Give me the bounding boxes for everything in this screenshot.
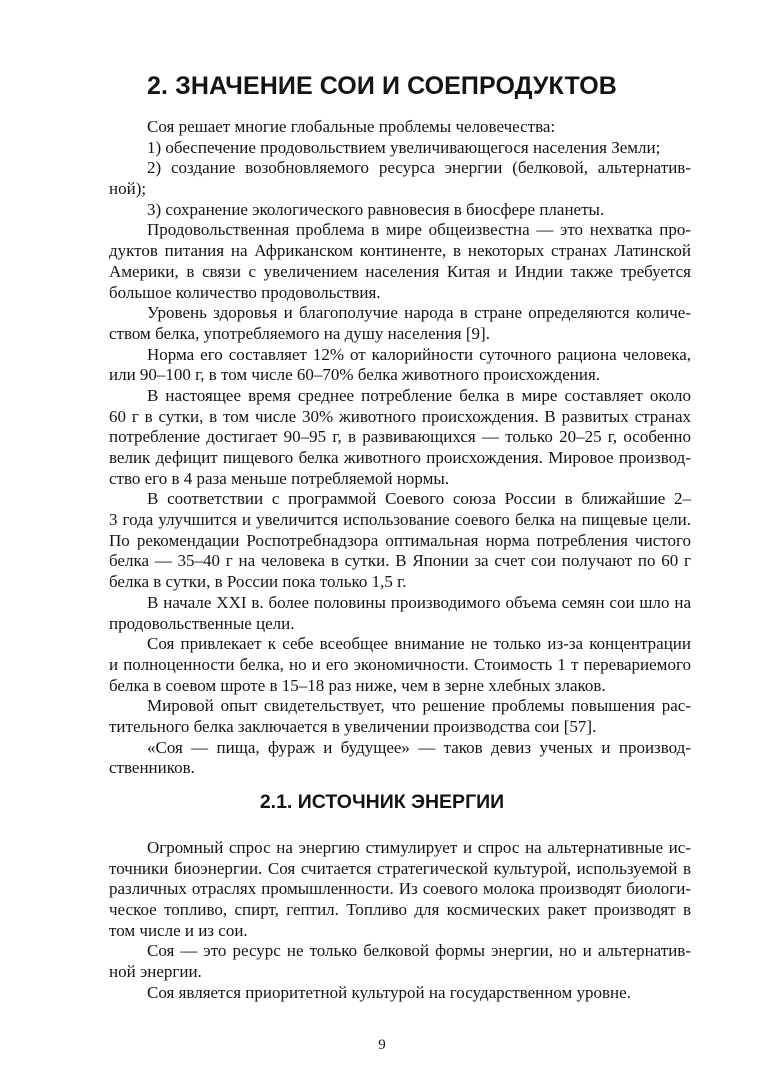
text-line: «Соя — пища, фураж и будущее» — таков девиз ученых и производ- <box>147 737 691 757</box>
paragraph <box>109 200 691 221</box>
page-number: 9 <box>378 1037 386 1053</box>
paragraph <box>109 158 691 199</box>
text-line: ной энергии. <box>109 962 202 982</box>
section-title: 2.1. ИСТОЧНИК ЭНЕРГИИ <box>259 791 505 813</box>
text-line: ство его в 4 раза меньше потребляемой нормы. <box>109 468 450 488</box>
text-line: или 90–100 г, в том числе 60–70% белка животного происхождения. <box>109 365 601 385</box>
text-line: ством белка, употребляемого на душу населения [9]. <box>109 323 490 343</box>
section-body <box>109 838 691 1004</box>
text-line: В начале XXI в. более половины производимого объема семян сои шло на <box>147 592 691 612</box>
text-line: Огромный спрос на энергию стимулирует и спрос на альтернативные ис- <box>147 838 691 857</box>
text-line: 1) обеспечение продовольствием увеличивающегося населения Земли; <box>147 137 661 157</box>
text-line: Америки, в связи с увеличением населения Китая и Индии также требуется <box>109 261 691 281</box>
text-line: 3) сохранение экологического равновесия в биосфере планеты. <box>147 199 605 219</box>
paragraph <box>109 386 691 489</box>
text-line: том числе и из сои. <box>109 920 248 940</box>
text-line: В настоящее время среднее потребление белка в мире составляет около <box>147 385 691 405</box>
paragraph <box>109 634 691 696</box>
text-line: 2) создание возобновляемого ресурса энергии (белковой, альтернатив- <box>147 158 691 178</box>
paragraph <box>109 489 691 592</box>
text-line: Мировой опыт свидетельствует, что решение проблемы повышения рас- <box>147 696 691 716</box>
text-line: Соя — это ресурс не только белковой формы энергии, но и альтернатив- <box>147 941 691 961</box>
text-line: Продовольственная проблема в мире общеизвестна — это нехватка про- <box>147 220 691 240</box>
text-line: Соя является приоритетной культурой на государственном уровне. <box>147 982 631 1002</box>
text-line: белка в соевом шроте в 15–18 раз ниже, чем в зерне хлебных злаков. <box>109 675 606 695</box>
text-line: Соя решает многие глобальные проблемы человечества: <box>147 117 556 136</box>
paragraph <box>109 138 691 159</box>
paragraph <box>109 838 691 941</box>
paragraph <box>109 738 691 779</box>
paragraph <box>109 303 691 344</box>
text-line: белка — 35–40 г на человека в сутки. В Японии за счет сои получают по 60 г <box>109 551 691 571</box>
text-line: ческое топливо, спирт, гептил. Топливо для космических ракет производят в <box>109 900 691 920</box>
paragraph <box>109 220 691 303</box>
paragraph <box>109 941 691 982</box>
text-line: и полноценности белка, но и его экономичности. Стоимость 1 т перевариемого <box>109 654 691 674</box>
text-line: ной); <box>109 179 147 199</box>
text-line: белка в сутки, в России пока только 1,5 г. <box>109 572 407 592</box>
chapter-title: 2. ЗНАЧЕНИЕ СОИ И СОЕПРОДУКТОВ <box>147 72 617 100</box>
text-line: В соответствии с программой Соевого союза России в ближайшие 2– <box>147 489 691 509</box>
paragraph <box>109 117 691 138</box>
text-line: 3 года улучшится и увеличится использование соевого белка на пищевые цели. <box>109 510 691 530</box>
text-line: ственников. <box>109 758 195 778</box>
paragraph <box>109 983 691 1004</box>
text-line: большое количество продовольствия. <box>109 282 381 302</box>
text-line: Соя привлекает к себе всеобщее внимание не только из-за концентрации <box>147 634 691 654</box>
text-line: велик дефицит пищевого белка животного происхождения. Мировое производ- <box>109 448 691 467</box>
text-line: По рекомендации Роспотребнадзора оптимальная норма потребления чистого <box>109 530 691 550</box>
paragraph <box>109 345 691 386</box>
paragraph <box>109 593 691 634</box>
text-line: потребление достигает 90–95 г, в развивающихся — только 20–25 г, особенно <box>109 427 691 447</box>
paragraph <box>109 696 691 737</box>
text-line: точники биоэнергии. Соя считается стратегической культурой, используемой в <box>109 858 691 878</box>
chapter-body <box>109 117 691 779</box>
text-line: различных отраслях промышленности. Из соевого молока производят биологи- <box>109 879 691 899</box>
text-line: 60 г в сутки, в том числе 30% животного происхождения. В развитых странах <box>109 406 691 426</box>
text-line: Уровень здоровья и благополучие народа в стране определяются количе- <box>147 303 691 323</box>
text-line: дуктов питания на Африканском континенте, в некоторых странах Латинской <box>109 241 691 261</box>
text-line: продовольственные цели. <box>109 613 295 633</box>
text-line: тительного белка заключается в увеличении производства сои [57]. <box>109 716 597 736</box>
text-line: Норма его составляет 12% от калорийности суточного рациона человека, <box>147 344 691 364</box>
